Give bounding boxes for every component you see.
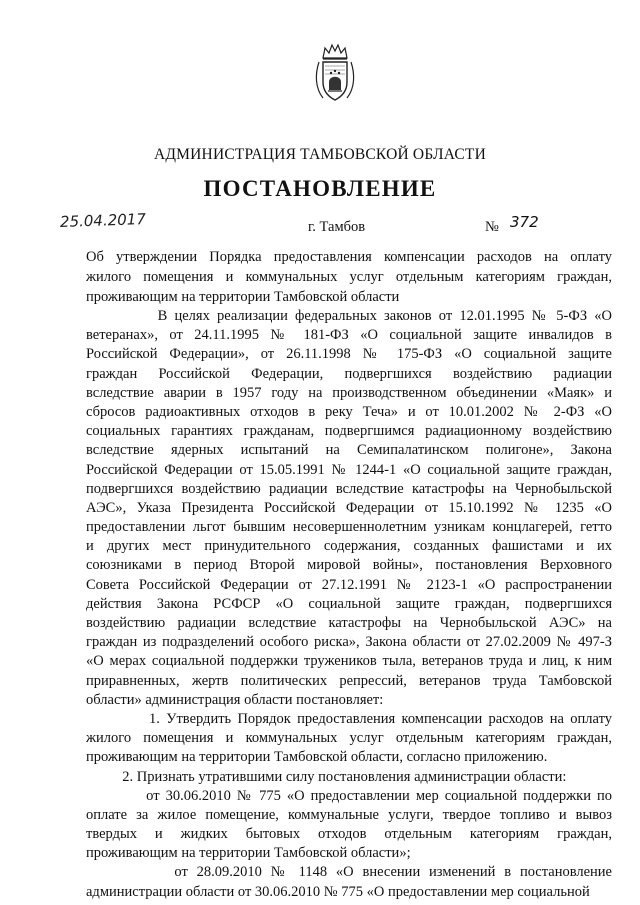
text-line: подвергшихся воздействию радиации вследствие катастрофы на Чернобыльской <box>86 480 612 497</box>
text-line: приравненных, жертв политических репрессий, ветеранов труда Тамбовской <box>86 672 612 689</box>
document-body <box>86 307 612 902</box>
text-line: оплате за жилое помещение, коммунальные услуги, твердое топливо и вывоз <box>86 806 612 823</box>
text-line: социальных гарантиях гражданам, подвергшимся радиационному воздействию <box>86 423 612 440</box>
text-line: граждан из подразделений особого риска», Закона области от 27.02.2009 № 497-З <box>86 634 612 651</box>
text-line: Российской Федерации от 15.05.1991 № 1244-1 «О социальной защите граждан, <box>86 461 612 478</box>
document-subject <box>86 247 612 307</box>
text-line: вследствие аварии в 1957 году на производственном объединении «Маяк» и <box>86 384 612 401</box>
text-line: жилого помещения и коммунальных услуг отдельным категориям граждан, <box>86 730 612 747</box>
text-line: «О мерах социальной поддержки тружеников тыла, ветеранов труда и лиц, к ним <box>86 653 612 670</box>
text-line: проживающим на территории Тамбовской области»; <box>86 845 411 862</box>
text-line: Российской Федерации», от 26.11.1998 № 175-ФЗ «О социальной защите <box>86 346 612 363</box>
text-line: АЭС», Указа Президента Российской Федерации от 15.10.1992 № 1235 «О <box>86 499 612 516</box>
text-line: действия Закона РСФСР «О социальной защите граждан, подвергшихся <box>86 595 612 612</box>
number-label: № <box>485 219 499 235</box>
text-line: области» администрация области постановляет: <box>86 691 384 708</box>
handwritten-number: 372 <box>510 213 539 231</box>
text-line: Совета Российской Федерации от 27.12.1991 № 2123-1 «О распространении <box>86 576 612 593</box>
city-label: г. Тамбов <box>308 219 366 235</box>
document-type: ПОСТАНОВЛЕНИЕ <box>203 176 437 201</box>
text-line: союзниками в период Второй мировой войны», постановления Верховного <box>86 557 612 574</box>
text-line: ветеранах», от 24.11.1995 № 181-ФЗ «О социальной защите инвалидов в <box>86 327 612 344</box>
text-line: В целях реализации федеральных законов от 12.01.1995 № 5-ФЗ «О <box>86 308 612 324</box>
text-line: и других мест принудительного содержания, созданных фашистами и их <box>86 538 612 555</box>
text-line: 2. Признать утратившими силу постановления администрации области: <box>86 768 567 785</box>
text-line: сбросов радиоактивных отходов в реку Теча» и от 10.01.2002 № 2-ФЗ «О <box>86 403 612 420</box>
text-line: твердых и жидких бытовых отходов отдельным категориям граждан, <box>86 826 612 843</box>
text-line: жилого помещения и коммунальных услуг отдельным категориям граждан, <box>86 269 612 285</box>
text-line: вследствие ядерных испытаний на Семипалатинском полигоне», Закона <box>86 442 612 459</box>
text-line: воздействию радиации вследствие катастрофы на Чернобыльской АЭС» на <box>86 615 612 631</box>
coat-of-arms-icon <box>313 42 357 102</box>
text-line: предоставлении льгот бывшим несовершеннолетним узникам концлагерей, гетто <box>86 519 612 536</box>
organization-name: АДМИНИСТРАЦИЯ ТАМБОВСКОЙ ОБЛАСТИ <box>154 146 486 163</box>
handwritten-date: 25.04.2017 <box>59 210 147 231</box>
text-line: 1. Утвердить Порядок предоставления компенсации расходов на оплату <box>86 710 612 727</box>
text-line: Об утверждении Порядка предоставления компенсации расходов на оплату <box>86 249 612 265</box>
text-line: от 30.06.2010 № 775 «О предоставлении мер социальной поддержки по <box>86 787 612 804</box>
text-line: проживающим на территории Тамбовской области, согласно приложению. <box>86 749 548 766</box>
text-line: от 28.09.2010 № 1148 «О внесении изменений в постановление <box>86 864 612 881</box>
text-line: администрации области от 30.06.2010 № 775 «О предоставлении мер социальной <box>86 883 590 900</box>
text-line: проживающим на территории Тамбовской области <box>86 289 400 305</box>
text-line: граждан Российской Федерации, подвергшихся воздействию радиации <box>86 365 612 382</box>
